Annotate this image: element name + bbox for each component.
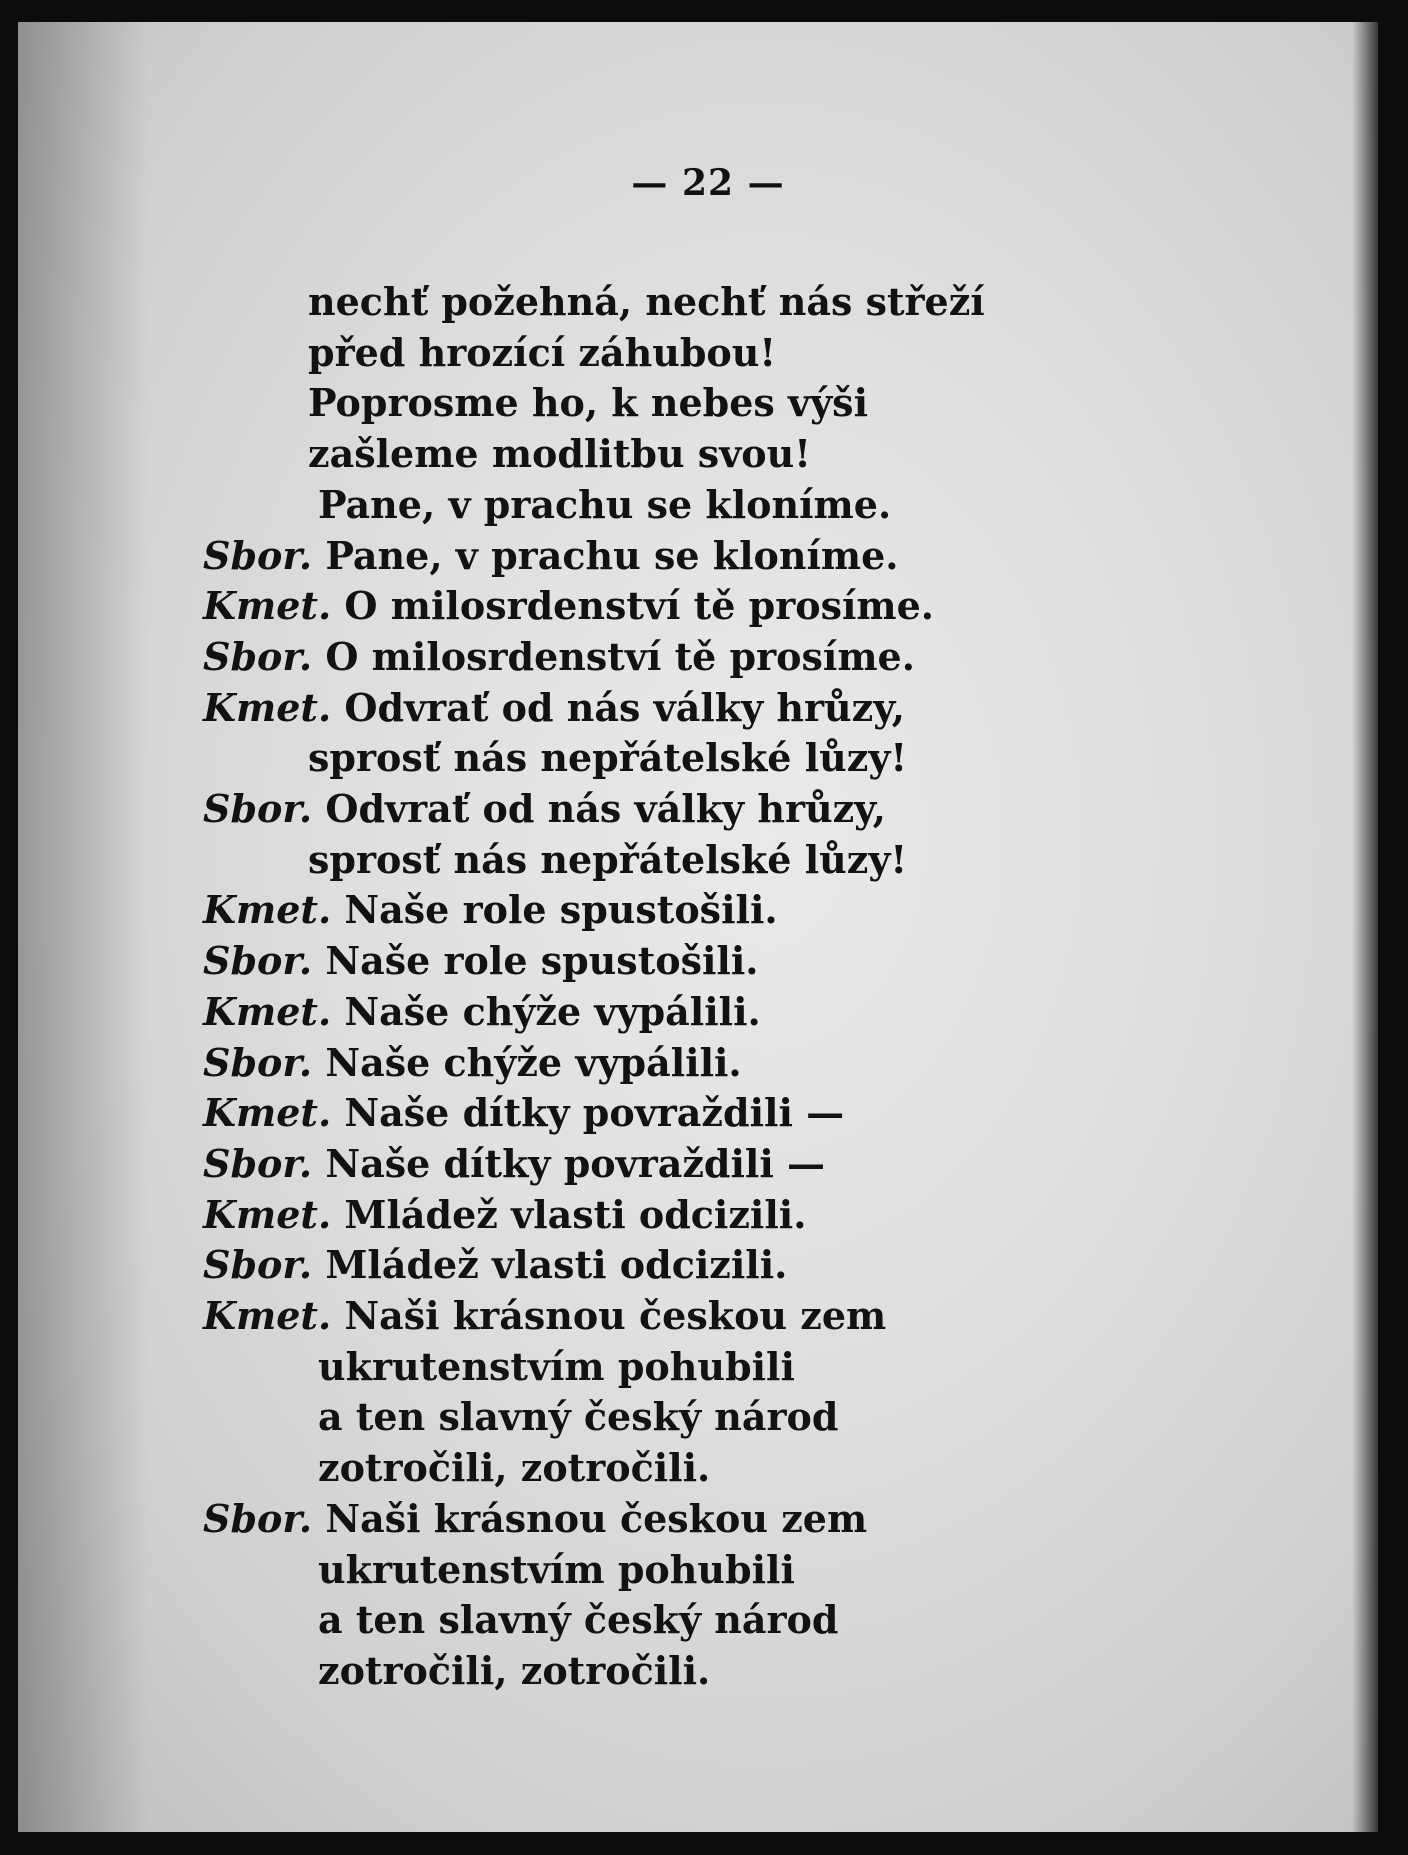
verse-line [193,1088,985,1139]
verse-line [193,936,985,987]
line-text: a ten slavný český národ [318,1394,839,1440]
line-text: Mládež vlasti odcizili. [312,1242,788,1288]
verse-text [193,277,985,1697]
verse-line [193,835,985,886]
page-number: — 22 — [631,162,785,204]
verse-line [193,1595,985,1646]
verse-line [193,1545,985,1596]
line-text: Naši krásnou českou zem [312,1495,868,1541]
verse-line [193,632,985,683]
verse-line [193,480,985,531]
line-text: Odvrať od nás války hrůzy, [312,786,886,832]
line-text: zotročili, zotročili. [318,1647,711,1693]
line-text: O milosrdenství tě prosíme. [331,583,935,629]
line-text: Naše role spustošili. [331,887,778,933]
verse-line [193,581,985,632]
line-text: Poprosme ho, k nebes výši [308,380,868,426]
line-text: zašleme modlitbu svou! [308,431,811,477]
speaker-label: Sbor. [203,1242,313,1288]
speaker-label: Kmet. [203,887,332,933]
verse-line [193,1646,985,1697]
line-text: před hrozící záhubou! [308,329,777,375]
verse-line [193,1240,985,1291]
line-text: Naše dítky povraždili — [331,1090,845,1136]
verse-line [193,987,985,1038]
verse-line [193,733,985,784]
verse-line [193,1291,985,1342]
line-text: Naše dítky povraždili — [312,1140,826,1186]
verse-line [193,1342,985,1393]
speaker-label: Kmet. [203,1293,332,1339]
verse-line [193,429,985,480]
line-text: Odvrať od nás války hrůzy, [331,684,905,730]
line-text: zotročili, zotročili. [318,1445,711,1491]
speaker-label: Kmet. [203,583,332,629]
line-text: Naše role spustošili. [312,938,759,984]
verse-line [193,683,985,734]
verse-line [193,1392,985,1443]
verse-line [193,378,985,429]
speaker-label: Sbor. [203,1039,313,1085]
line-text: sprosť nás nepřátelské lůzy! [308,735,908,781]
book-page [18,22,1378,1832]
speaker-label: Sbor. [203,532,313,578]
verse-line [193,531,985,582]
verse-line [193,885,985,936]
speaker-label: Kmet. [203,1191,332,1237]
line-text: sprosť nás nepřátelské lůzy! [308,836,908,882]
speaker-label: Sbor. [203,938,313,984]
verse-line [193,277,985,328]
speaker-label: Sbor. [203,1495,313,1541]
speaker-label: Sbor. [203,786,313,832]
line-text: nechť požehná, nechť nás střeží [308,279,985,324]
line-text: ukrutenstvím pohubili [318,1343,795,1389]
line-text: Naše chýže vypálili. [312,1039,742,1085]
verse-line [193,1494,985,1545]
verse-line [193,1139,985,1190]
line-text: Pane, v prachu se kloníme. [318,481,892,527]
verse-line [193,1038,985,1089]
speaker-label: Kmet. [203,684,332,730]
speaker-label: Sbor. [203,1140,313,1186]
line-text: ukrutenstvím pohubili [318,1546,795,1592]
verse-line [193,328,985,379]
line-text: Mládež vlasti odcizili. [331,1191,807,1237]
speaker-label: Sbor. [203,633,313,679]
line-text: Naši krásnou českou zem [331,1293,887,1339]
speaker-label: Kmet. [203,1090,332,1136]
verse-line [193,784,985,835]
line-text: Naše chýže vypálili. [331,988,761,1034]
line-text: Pane, v prachu se kloníme. [312,532,899,578]
verse-line [193,1443,985,1494]
line-text: a ten slavný český národ [318,1597,839,1643]
line-text: O milosrdenství tě prosíme. [312,633,915,679]
verse-line [193,1190,985,1241]
speaker-label: Kmet. [203,988,332,1034]
